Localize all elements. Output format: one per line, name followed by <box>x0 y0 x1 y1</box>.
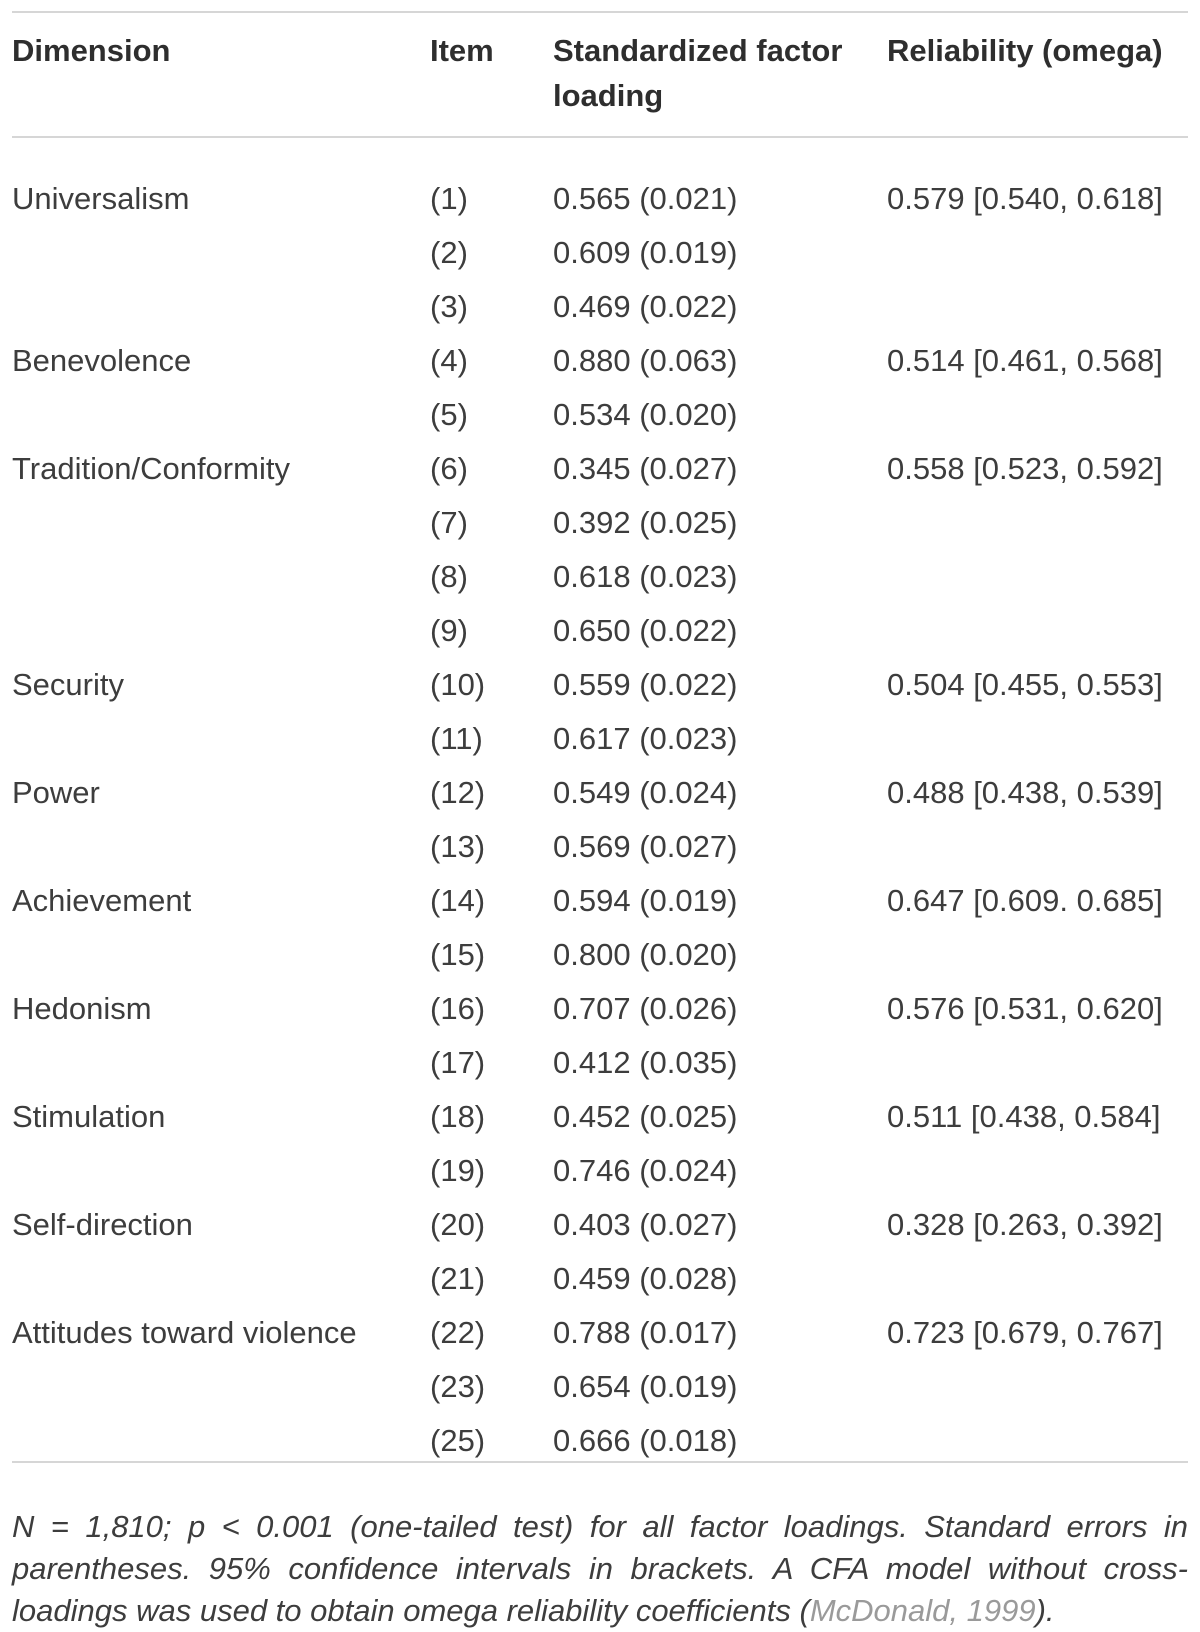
table-row <box>12 658 1188 712</box>
table-row <box>12 388 1188 442</box>
cell-loading: 0.403 (0.027) <box>553 1207 738 1242</box>
cell-dimension <box>12 1144 430 1198</box>
cell-loading: 0.469 (0.022) <box>553 289 738 324</box>
cell-item: (20) <box>430 1207 486 1242</box>
cell-reliability: 0.511 [0.438, 0.584] <box>887 1099 1161 1134</box>
cell-reliability <box>887 712 1188 766</box>
table-row <box>12 874 1188 928</box>
cell-loading: 0.392 (0.025) <box>553 505 738 540</box>
cell-reliability: 0.558 [0.523, 0.592] <box>887 451 1163 486</box>
cell-item: (15) <box>430 937 486 972</box>
cell-dimension: Benevolence <box>12 343 192 378</box>
cell-dimension: Self-direction <box>12 1207 193 1242</box>
table-row <box>12 1090 1188 1144</box>
cell-loading: 0.559 (0.022) <box>553 667 738 702</box>
cell-loading: 0.707 (0.026) <box>553 991 738 1026</box>
cell-dimension: Universalism <box>12 181 190 216</box>
cell-dimension: Attitudes toward violence <box>12 1315 357 1350</box>
cell-item: (21) <box>430 1261 486 1296</box>
table-row <box>12 172 1188 226</box>
cell-item: (6) <box>430 451 468 486</box>
cell-dimension <box>12 550 430 604</box>
cell-reliability <box>887 496 1188 550</box>
cell-dimension <box>12 496 430 550</box>
footnote-suffix: ). <box>1035 1593 1055 1628</box>
cell-dimension <box>12 388 430 442</box>
cell-item: (3) <box>430 289 468 324</box>
cell-item: (19) <box>430 1153 486 1188</box>
cell-dimension: Stimulation <box>12 1099 166 1134</box>
table-row <box>12 820 1188 874</box>
cell-reliability <box>887 550 1188 604</box>
cell-reliability <box>887 280 1188 334</box>
cell-loading: 0.746 (0.024) <box>553 1153 738 1188</box>
cell-loading: 0.788 (0.017) <box>553 1315 738 1350</box>
cell-dimension <box>12 820 430 874</box>
cell-dimension: Power <box>12 775 100 810</box>
table-row <box>12 982 1188 1036</box>
header-item: Item <box>430 33 494 68</box>
cell-loading: 0.534 (0.020) <box>553 397 738 432</box>
cell-reliability <box>887 604 1188 658</box>
cell-item: (25) <box>430 1423 486 1458</box>
cell-item: (9) <box>430 613 468 648</box>
cell-reliability: 0.576 [0.531, 0.620] <box>887 991 1163 1026</box>
table-body <box>12 118 1188 1468</box>
cell-dimension: Tradition/Conformity <box>12 451 290 486</box>
footnote-citation: McDonald, 1999 <box>809 1593 1036 1628</box>
cell-dimension: Hedonism <box>12 991 152 1026</box>
cell-reliability <box>887 1414 1188 1468</box>
cell-item: (23) <box>430 1369 486 1404</box>
header-loading: Standardized factor loading <box>553 33 843 113</box>
cell-reliability <box>887 226 1188 280</box>
table-row <box>12 1198 1188 1252</box>
cell-item: (4) <box>430 343 468 378</box>
cell-loading: 0.617 (0.023) <box>553 721 738 756</box>
cell-dimension <box>12 1414 430 1468</box>
table-row <box>12 1360 1188 1414</box>
cell-item: (12) <box>430 775 486 810</box>
cell-reliability: 0.647 [0.609. 0.685] <box>887 883 1163 918</box>
cell-item: (8) <box>430 559 468 594</box>
cell-loading: 0.345 (0.027) <box>553 451 738 486</box>
cell-item: (11) <box>430 721 483 756</box>
spacer-row <box>12 118 1188 172</box>
table-row <box>12 1144 1188 1198</box>
cell-dimension <box>12 1252 430 1306</box>
cell-loading: 0.412 (0.035) <box>553 1045 738 1080</box>
table-row <box>12 334 1188 388</box>
cell-loading: 0.618 (0.023) <box>553 559 738 594</box>
cell-loading: 0.565 (0.021) <box>553 181 738 216</box>
cell-dimension <box>12 928 430 982</box>
table-row <box>12 604 1188 658</box>
cell-reliability <box>887 820 1188 874</box>
footnote-text: N = 1,810; p < 0.001 (one-tailed test) for all factor loadings. Standard errors in parentheses. 95% confidence intervals in brackets. A CFA model without cross-loadings was used to obtain omega reliability coefficients ( <box>12 1509 1188 1628</box>
cell-item: (7) <box>430 505 468 540</box>
cell-item: (10) <box>430 667 486 702</box>
table-header-row <box>12 0 1188 118</box>
cell-item: (22) <box>430 1315 486 1350</box>
cell-reliability: 0.488 [0.438, 0.539] <box>887 775 1163 810</box>
cell-dimension <box>12 712 430 766</box>
table-row <box>12 226 1188 280</box>
table-footnote <box>12 1506 1188 1632</box>
cell-reliability <box>887 1144 1188 1198</box>
header-dimension: Dimension <box>12 33 171 68</box>
cell-dimension: Security <box>12 667 124 702</box>
cell-dimension <box>12 226 430 280</box>
factor-loading-table <box>12 0 1188 1468</box>
cell-reliability: 0.504 [0.455, 0.553] <box>887 667 1163 702</box>
cell-reliability: 0.328 [0.263, 0.392] <box>887 1207 1163 1242</box>
table-row <box>12 1252 1188 1306</box>
cell-loading: 0.650 (0.022) <box>553 613 738 648</box>
cell-item: (1) <box>430 181 468 216</box>
cell-loading: 0.880 (0.063) <box>553 343 738 378</box>
cell-loading: 0.594 (0.019) <box>553 883 738 918</box>
cell-loading: 0.569 (0.027) <box>553 829 738 864</box>
table-row <box>12 442 1188 496</box>
cell-item: (16) <box>430 991 486 1026</box>
cell-dimension: Achievement <box>12 883 192 918</box>
table-row <box>12 712 1188 766</box>
cell-item: (18) <box>430 1099 486 1134</box>
cell-item: (2) <box>430 235 468 270</box>
cell-loading: 0.666 (0.018) <box>553 1423 738 1458</box>
cell-item: (17) <box>430 1045 486 1080</box>
cell-reliability <box>887 928 1188 982</box>
cell-reliability <box>887 1252 1188 1306</box>
table-row <box>12 1036 1188 1090</box>
cell-loading: 0.609 (0.019) <box>553 235 738 270</box>
cell-item: (13) <box>430 829 486 864</box>
cell-dimension <box>12 604 430 658</box>
header-reliability: Reliability (omega) <box>887 33 1163 68</box>
table-row <box>12 766 1188 820</box>
cell-reliability <box>887 1360 1188 1414</box>
cell-reliability <box>887 388 1188 442</box>
cell-reliability: 0.723 [0.679, 0.767] <box>887 1315 1163 1350</box>
cell-item: (14) <box>430 883 486 918</box>
cell-reliability <box>887 1036 1188 1090</box>
table-row <box>12 1414 1188 1468</box>
cell-loading: 0.459 (0.028) <box>553 1261 738 1296</box>
table-row <box>12 550 1188 604</box>
cell-reliability: 0.514 [0.461, 0.568] <box>887 343 1163 378</box>
cell-dimension <box>12 280 430 334</box>
cell-loading: 0.800 (0.020) <box>553 937 738 972</box>
table-row <box>12 1306 1188 1360</box>
table-row <box>12 928 1188 982</box>
cell-dimension <box>12 1360 430 1414</box>
table-row <box>12 496 1188 550</box>
cell-loading: 0.654 (0.019) <box>553 1369 738 1404</box>
cell-item: (5) <box>430 397 468 432</box>
cell-dimension <box>12 1036 430 1090</box>
cell-reliability: 0.579 [0.540, 0.618] <box>887 181 1163 216</box>
table-row <box>12 280 1188 334</box>
cell-loading: 0.549 (0.024) <box>553 775 738 810</box>
cell-loading: 0.452 (0.025) <box>553 1099 738 1134</box>
